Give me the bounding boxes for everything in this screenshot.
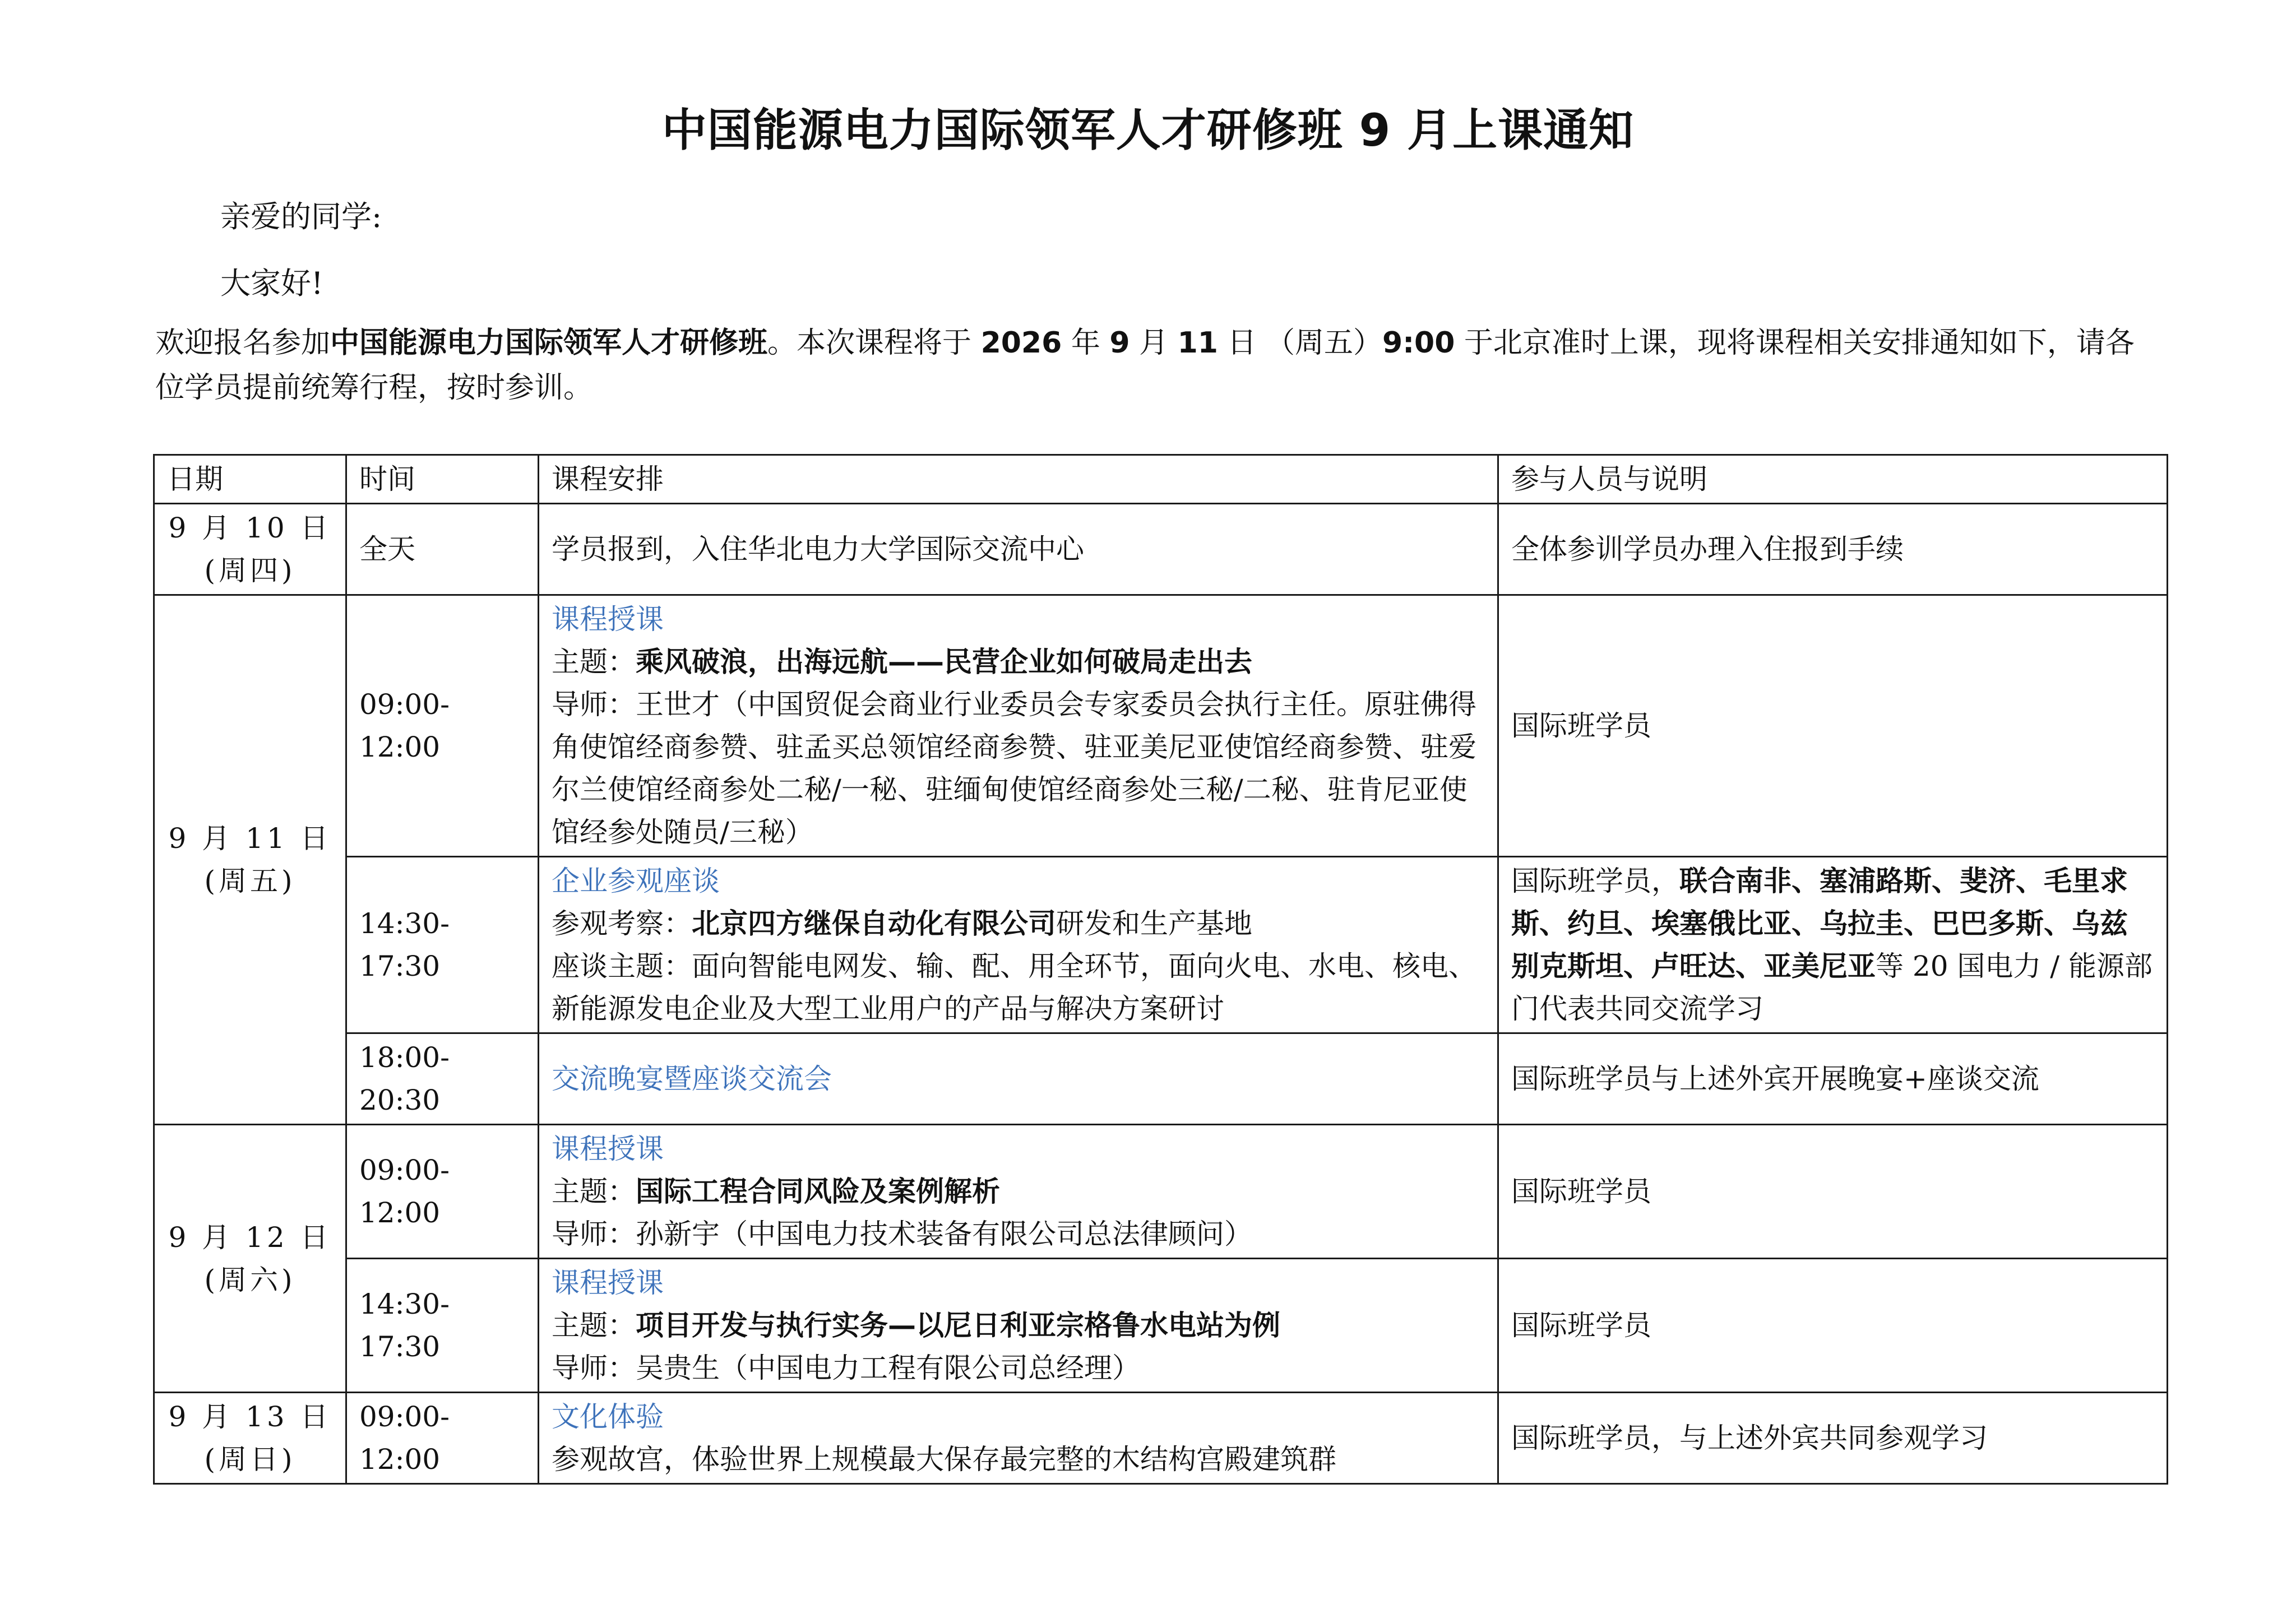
intro-text: 。本次课程将于 <box>767 326 981 360</box>
seminar-topic: 面向智能电网发、输、配、用全环节，面向火电、水电、核电、新能源发电企业及大型工业用户的产品与解决方案研讨 <box>552 950 1476 1025</box>
date: 9 月 11 日 <box>168 822 332 855</box>
tutor: 王世才（中国贸促会商业行业委员会专家委员会执行主任。原驻佛得角使馆经商参赞、驻孟买总领馆经商参赞、驻亚美尼亚使馆经商参赞、驻爱尔兰使馆经商参处二秘/一秘、驻缅甸使馆经商参处三秘/二秘、驻肯尼亚使馆经参处随员/三秘） <box>552 688 1476 848</box>
time-cell: 14:30-17:30 <box>346 1259 539 1393</box>
intro-text: 日 （周五） <box>1218 326 1383 360</box>
time-cell: 09:00-12:00 <box>346 1393 539 1484</box>
people-cell: 全体参训学员办理入住报到手续 <box>1498 504 2168 595</box>
date-cell <box>154 1393 346 1484</box>
tutor: 吴贵生（中国电力工程有限公司总经理） <box>636 1352 1140 1384</box>
page-title: 中国能源电力国际领军人才研修班 9 月上课通知 <box>661 104 1635 156</box>
intro-paragraph <box>155 321 2162 410</box>
session-type: 课程授课 <box>552 603 664 636</box>
time-cell: 09:00-12:00 <box>346 595 539 857</box>
session-type: 课程授课 <box>552 1267 664 1299</box>
table-row <box>154 1125 2168 1259</box>
topic-label: 主题： <box>552 646 636 678</box>
weekday: (周日) <box>204 1443 296 1476</box>
arrangement-cell <box>539 1259 1498 1393</box>
topic-label: 主题： <box>552 1309 636 1342</box>
table-row <box>154 504 2168 595</box>
date-cell <box>154 1125 346 1393</box>
salutation: 亲爱的同学: <box>220 199 382 234</box>
visit-rest: 研发和生产基地 <box>1056 907 1252 940</box>
time-cell: 18:00-20:30 <box>346 1033 539 1125</box>
seminar-label: 座谈主题： <box>552 950 692 982</box>
people-cell: 国际班学员与上述外宾开展晚宴+座谈交流 <box>1498 1033 2168 1125</box>
people-cell: 国际班学员 <box>1498 1259 2168 1393</box>
visit-line <box>552 902 1485 945</box>
weekday: (周四) <box>204 554 296 587</box>
visit-company: 北京四方继保自动化有限公司 <box>692 907 1056 940</box>
greeting-hello: 大家好! <box>220 266 323 301</box>
header-date: 日期 <box>154 455 346 504</box>
topic: 国际工程合同风险及案例解析 <box>636 1175 1000 1208</box>
date-cell <box>154 504 346 595</box>
start-time: 9:00 <box>1382 326 1455 360</box>
people-prefix: 国际班学员， <box>1511 865 1679 897</box>
people-cell <box>1498 857 2168 1033</box>
intro-text: 月 <box>1130 326 1178 360</box>
session-type: 文化体验 <box>552 1401 664 1433</box>
month: 9 <box>1109 326 1130 360</box>
header-row <box>154 455 2168 504</box>
intro-text: 于北京准时上课，现将课程相关安排通知如下，请各位学员提前统筹行程，按时参训。 <box>155 326 2135 405</box>
topic: 乘风破浪，出海远航——民营企业如何破局走出去 <box>636 646 1252 678</box>
date: 9 月 12 日 <box>168 1221 332 1254</box>
table-row <box>154 1393 2168 1484</box>
time-cell: 全天 <box>346 504 539 595</box>
topic-line <box>552 1170 1485 1213</box>
date: 9 月 10 日 <box>168 512 332 544</box>
table-row <box>154 1033 2168 1125</box>
session-type: 课程授课 <box>552 1133 664 1165</box>
people-cell: 国际班学员，与上述外宾共同参观学习 <box>1498 1393 2168 1484</box>
arrangement-cell <box>539 1125 1498 1259</box>
tutor: 孙新宇（中国电力技术装备有限公司总法律顾问） <box>636 1218 1252 1250</box>
date-cell <box>154 595 346 1125</box>
tutor-line <box>552 1213 1485 1255</box>
people-suffix: 等 20 国电力 / 能源部门代表共同交流学习 <box>1511 950 2153 1025</box>
tutor-label: 导师： <box>552 1218 636 1250</box>
people-cell: 国际班学员 <box>1498 1125 2168 1259</box>
weekday: (周六) <box>204 1263 296 1296</box>
date: 9 月 13 日 <box>168 1401 332 1433</box>
header-people: 参与人员与说明 <box>1498 455 2168 504</box>
tutor-label: 导师： <box>552 688 636 721</box>
tutor-line <box>552 1347 1485 1389</box>
seminar-line <box>552 945 1485 1030</box>
intro-text: 欢迎报名参加 <box>155 326 331 360</box>
arrangement-cell <box>539 595 1498 857</box>
tutor-line <box>552 683 1485 854</box>
year: 2026 <box>980 326 1062 360</box>
arrangement-cell: 学员报到，入住华北电力大学国际交流中心 <box>539 504 1498 595</box>
table-row <box>154 595 2168 857</box>
arrangement-cell <box>539 1393 1498 1484</box>
program-name: 中国能源电力国际领军人才研修班 <box>330 326 768 360</box>
topic-line <box>552 641 1485 683</box>
people-cell: 国际班学员 <box>1498 595 2168 857</box>
tutor-label: 导师： <box>552 1352 636 1384</box>
schedule-table <box>153 454 2168 1485</box>
people-countries: 联合南非、塞浦路斯、斐济、毛里求斯、约旦、埃塞俄比亚、乌拉圭、巴巴多斯、乌兹别克斯坦、卢旺达、亚美尼亚 <box>1511 865 2128 982</box>
table-row <box>154 1259 2168 1393</box>
visit-label: 参观考察： <box>552 907 692 940</box>
header-time: 时间 <box>346 455 539 504</box>
detail-line: 参观故宫，体验世界上规模最大保存最完整的木结构宫殿建筑群 <box>552 1443 1336 1476</box>
topic: 项目开发与执行实务—以尼日利亚宗格鲁水电站为例 <box>636 1309 1280 1342</box>
time-cell: 14:30-17:30 <box>346 857 539 1033</box>
intro-text: 年 <box>1062 326 1110 360</box>
topic-line <box>552 1304 1485 1347</box>
topic-label: 主题： <box>552 1175 636 1208</box>
table-row <box>154 857 2168 1033</box>
time-cell: 09:00-12:00 <box>346 1125 539 1259</box>
weekday: (周五) <box>204 865 296 897</box>
arrangement-cell <box>539 857 1498 1033</box>
day: 11 <box>1177 326 1218 360</box>
arrangement-cell: 交流晚宴暨座谈交流会 <box>539 1033 1498 1125</box>
session-type: 企业参观座谈 <box>552 865 720 897</box>
header-arrangement: 课程安排 <box>539 455 1498 504</box>
